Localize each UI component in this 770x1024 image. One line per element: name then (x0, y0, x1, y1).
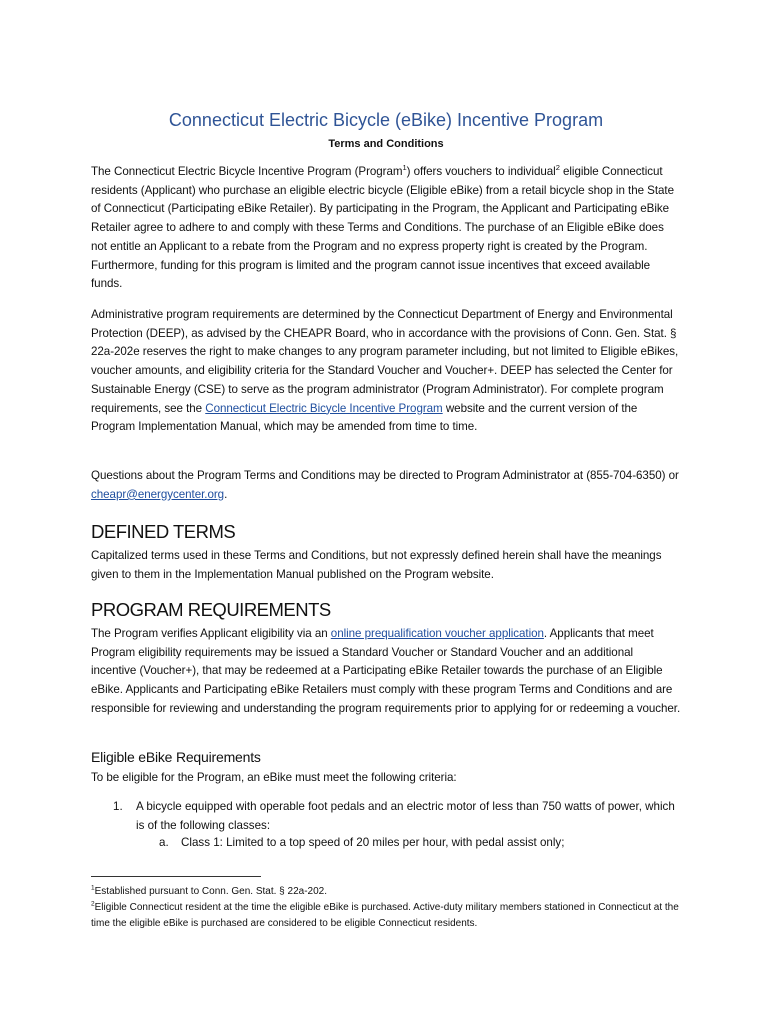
footnote-1-number: 1 (91, 884, 95, 892)
admin-paragraph (91, 306, 681, 437)
defined-terms-heading: DEFINED TERMS (91, 521, 236, 542)
intro-text-2: ) offers vouchers to individual (406, 165, 556, 178)
document-subtitle: Terms and Conditions (328, 138, 444, 150)
intro-text-3: eligible Connecticut residents (Applicant) who purchase an eligible electric bicycle (Eligible eBike) from a retail bicycle shop in the State of Connecticut (Participating eBike Retailer). By participating in the Program, the Applicant and Participating eBike Retailer agree to adhere to and comply with these Terms and Conditions. The purchase of an Eligible eBike does not entitle an Applicant to a rebate from the Program and no express property right is created by the Program. Furthermore, funding for this program is limited and the program cannot issue incentives that exceed available funds. (91, 165, 674, 291)
document-title: Connecticut Electric Bicycle (eBike) Incentive Program (168, 110, 604, 130)
intro-text-1: The Connecticut Electric Bicycle Incentive Program (Program (91, 165, 403, 178)
defined-terms-paragraph: Capitalized terms used in these Terms and Conditions, but not expressly defined herein shall have the meanings given to them in the Implementation Manual published on the Program website. (91, 549, 662, 581)
program-website-link[interactable]: Connecticut Electric Bicycle Incentive Program (205, 401, 443, 415)
footnote-1 (91, 884, 691, 900)
intro-paragraph (91, 163, 681, 294)
eligible-ebike-heading: Eligible eBike Requirements (91, 749, 261, 765)
footnote-1-text: Established pursuant to Conn. Gen. Stat. § 22a-202. (94, 886, 327, 897)
program-requirements-paragraph (91, 625, 681, 719)
list-item-1a-number: a. (159, 836, 169, 849)
footnote-2-text: Eligible Connecticut resident at the time the eligible eBike is purchased. Active-duty military members stationed in Connecticut at the time the eligible eBike is purchased are considered to be eligible Connecticut residents. (91, 902, 679, 929)
questions-text-1: Questions about the Program Terms and Conditions may be directed to Program Administrator at (855-704-6350) or (91, 469, 679, 482)
footnote-separator (91, 876, 261, 877)
questions-text-2: . (224, 487, 228, 501)
list-item-1a-text: Class 1: Limited to a top speed of 20 miles per hour, with pedal assist only; (181, 836, 565, 849)
program-requirements-heading: PROGRAM REQUIREMENTS (91, 599, 331, 620)
admin-text-1: Administrative program requirements are determined by the Connecticut Department of Energy and Environmental Protection (DEEP), as advised by the CHEAPR Board, who in accordance with the provisions of Conn. Gen. Stat. § 22a-202e reserves the right to make changes to any program parameter including, but not limited to Eligible eBikes, voucher amounts, and eligibility criteria for the Standard Voucher and Voucher+. DEEP has selected the Center for Sustainable Energy (CSE) to serve as the program administrator (Program Administrator). For complete program requirements, see the (91, 308, 679, 415)
footnote-ref-2: 2 (555, 163, 560, 173)
footnote-2 (91, 900, 691, 931)
eligible-ebike-intro: To be eligible for the Program, an eBike must meet the following criteria: (91, 771, 457, 784)
email-link[interactable]: cheapr@energycenter.org (91, 487, 225, 501)
footnote-ref-1: 1 (402, 163, 407, 173)
questions-paragraph (91, 467, 681, 504)
program-req-text-1: The Program verifies Applicant eligibility via an (91, 627, 331, 640)
prequalification-application-link[interactable]: online prequalification voucher application (330, 627, 544, 640)
admin-text-2: website and the current version of the Program Implementation Manual, which may be amended from time to time. (91, 401, 638, 434)
footnote-2-number: 2 (91, 900, 95, 908)
program-req-text-2: . Applicants that meet Program eligibility requirements may be issued a Standard Voucher or Standard Voucher and an additional incentive (Voucher+), that may be redeemed at a Participating eBike Retailer towards the purchase of an Eligible eBike. Applicants and Participating eBike Retailers must comply with these program Terms and Conditions and are responsible for reviewing and understanding the program requirements prior to applying for or redeeming a voucher. (91, 627, 681, 715)
list-item-1-number: 1. (113, 800, 123, 813)
list-item-1-text: A bicycle equipped with operable foot pedals and an electric motor of less than 750 watts of power, which is of the following classes: (136, 800, 675, 832)
